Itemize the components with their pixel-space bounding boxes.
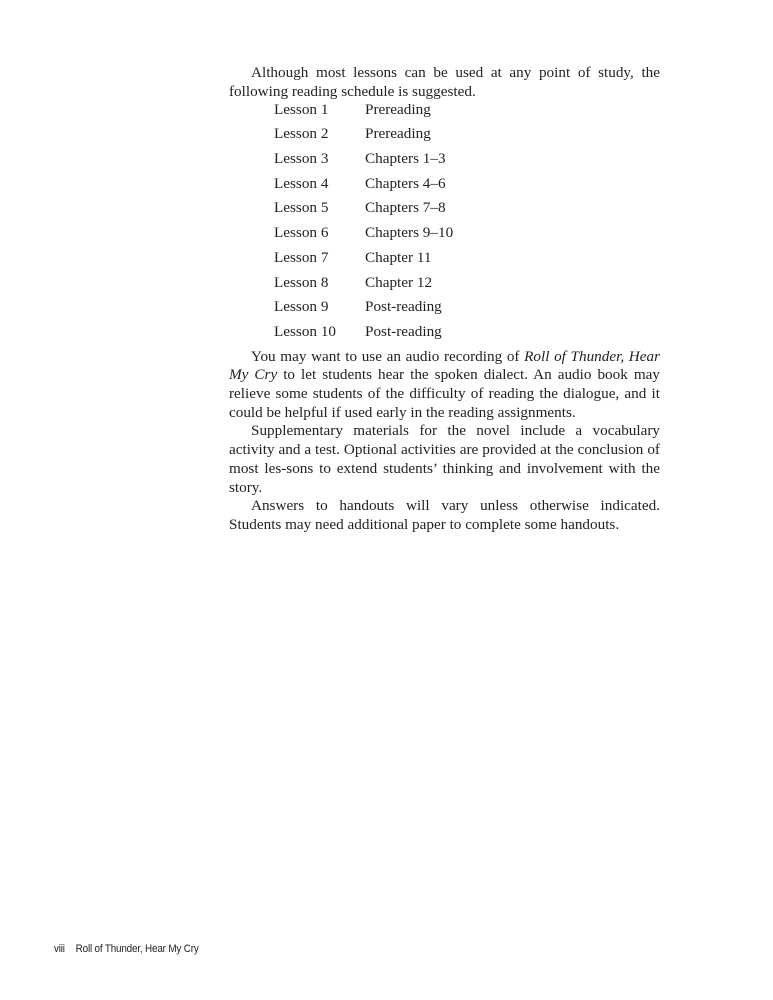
body-column [229,64,660,535]
schedule-row [229,249,660,274]
schedule-row [229,323,660,348]
intro-paragraph: Although most lessons can be used at any point of study, the following reading schedule is suggested. [229,64,660,100]
lesson-reading: Post-reading [365,298,442,316]
reading-schedule [229,101,660,347]
audio-paragraph [229,348,660,423]
schedule-row [229,274,660,299]
lesson-reading: Chapters 4–6 [365,174,446,192]
lesson-label: Lesson 3 [274,150,329,168]
schedule-row [229,125,660,150]
lesson-reading: Prereading [365,101,431,119]
schedule-row [229,150,660,175]
lesson-reading: Prereading [365,125,431,143]
lesson-label: Lesson 9 [274,298,329,316]
lesson-label: Lesson 6 [274,224,329,242]
book-title-italic: Roll of Thunder, Hear My Cry [229,347,660,384]
lesson-label: Lesson 2 [274,125,329,143]
lesson-reading: Chapter 12 [365,273,433,291]
lesson-reading: Chapters 1–3 [365,150,446,168]
schedule-row [229,224,660,249]
audio-text-before: You may want to use an audio recording of [251,347,525,365]
lesson-reading: Post-reading [365,322,442,340]
lesson-label: Lesson 10 [274,322,337,340]
running-title: Roll of Thunder, Hear My Cry [75,943,199,955]
lesson-label: Lesson 4 [274,174,329,192]
lesson-reading: Chapter 11 [365,248,432,266]
page-footer [54,943,199,955]
schedule-row [229,175,660,200]
supplementary-paragraph: Supplementary materials for the novel include a vocabulary activity and a test. Optional activities are provided at the conclusion of most les-sons to extend students’ thinking and involvement with the story. [229,422,660,496]
schedule-row [229,298,660,323]
lesson-reading: Chapters 9–10 [365,224,454,242]
lesson-label: Lesson 1 [274,101,329,119]
lesson-label: Lesson 5 [274,199,329,217]
schedule-row [229,101,660,125]
schedule-row [229,199,660,224]
lesson-label: Lesson 8 [274,273,329,291]
audio-text-after: to let students hear the spoken dialect. An audio book may relieve some students of the difficulty of reading the dialogue, and it could be helpful if used early in the reading assignments. [229,366,660,421]
lesson-reading: Chapters 7–8 [365,199,446,217]
page-number: viii [54,943,65,955]
lesson-label: Lesson 7 [274,248,329,266]
answers-paragraph: Answers to handouts will vary unless otherwise indicated. Students may need additional paper to complete some handouts. [229,497,660,533]
